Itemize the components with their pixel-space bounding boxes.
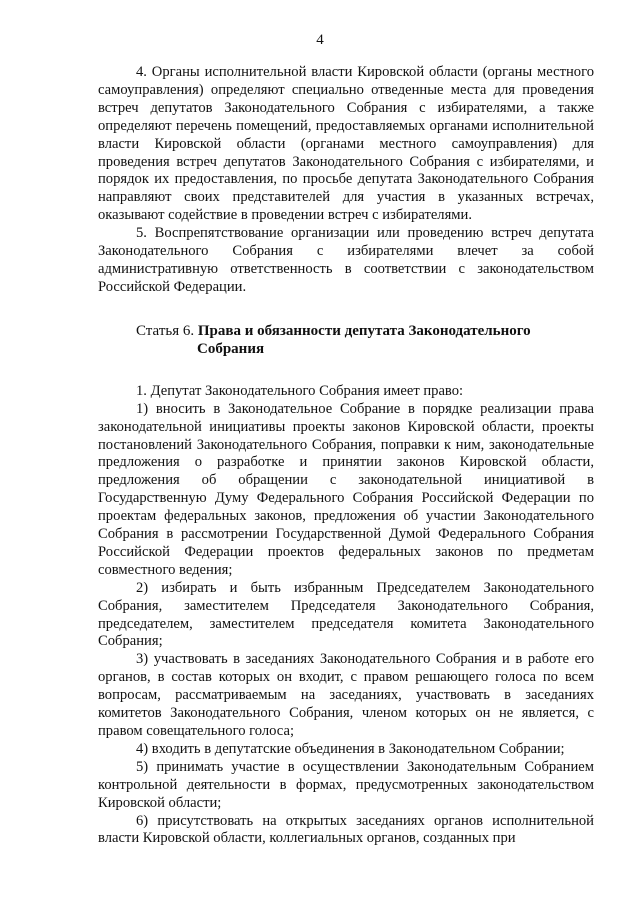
article-heading [98,322,594,358]
paragraph-item-5: 5. Воспрепятствование организации или проведению встреч депутата Законодательного Собрания с избирателями влечет за собой административную ответственность в соответствии с законодательством Российской Федерации. [98,225,594,295]
page-number: 4 [316,32,324,48]
paragraph-subclause-3: 3) участвовать в заседаниях Законодательного Собрания и в работе его органов, в состав которых он входит, с правом решающего голоса по всем вопросам, рассматриваемым на заседаниях, участвовать в заседаниях комитетов Законодательного Собрания, членом которых он не является, с правом совещательного голоса; [98,651,594,739]
article-number: Статья 6. [136,322,195,339]
paragraph-subclause-4: 4) входить в депутатские объединения в Законодательном Собрании; [136,740,565,757]
paragraph-subclause-2: 2) избирать и быть избранным Председателем Законодательного Собрания, заместителем Председателя Законодательного Собрания, председателем, заместителем председателя комитета Законодательного Собрания; [98,579,594,650]
paragraph-clause-1: 1. Депутат Законодательного Собрания имеет право: [136,382,464,399]
article-title-continued: Собрания [197,340,265,357]
paragraph-item-4: 4. Органы исполнительной власти Кировской области (органы местного самоуправления) определяют специально отведенные места для проведения встреч депутатов Законодательного Собрания с избирателями, а также определяют перечень помещений, предоставляемых органами исполнительной власти Кировской области (органами местного самоуправления) для проведения встреч депутатов Законодательного Собрания с избирателями, и порядок их предоставления, по просьбе депутата Законодательного Собрания направляют своих представителей для участия в указанных встречах, оказывают содействие в проведении встреч с избирателями. [98,64,594,224]
paragraph-subclause-1: 1) вносить в Законодательное Собрание в порядке реализации права законодательной инициативы проекты законов Кировской области, проекты постановлений Законодательного Собрания, поправки к ним, законодательные предложения о разработке и принятии законов Кировской области, предложения об обращении с законодательной инициативой в Государственную Думу Федерального Собрания Российской Федерации по проектам федеральных законов, предложения об участии Законодательного Собрания в рассмотрении Государственной Думой Федерального Собрания Российской Федерации проектов федеральных законов по предметам совместного ведения; [98,400,594,578]
document-body [98,64,594,848]
article-title: Права и обязанности депутата Законодательного [197,322,531,339]
paragraph-subclause-5: 5) принимать участие в осуществлении Законодательным Собранием контрольной деятельности в формах, предусмотренных законодательством Кировской области; [98,758,594,811]
paragraph-subclause-6: 6) присутствовать на открытых заседаниях органов исполнительной власти Кировской области, коллегиальных органов, созданных при [98,812,594,847]
